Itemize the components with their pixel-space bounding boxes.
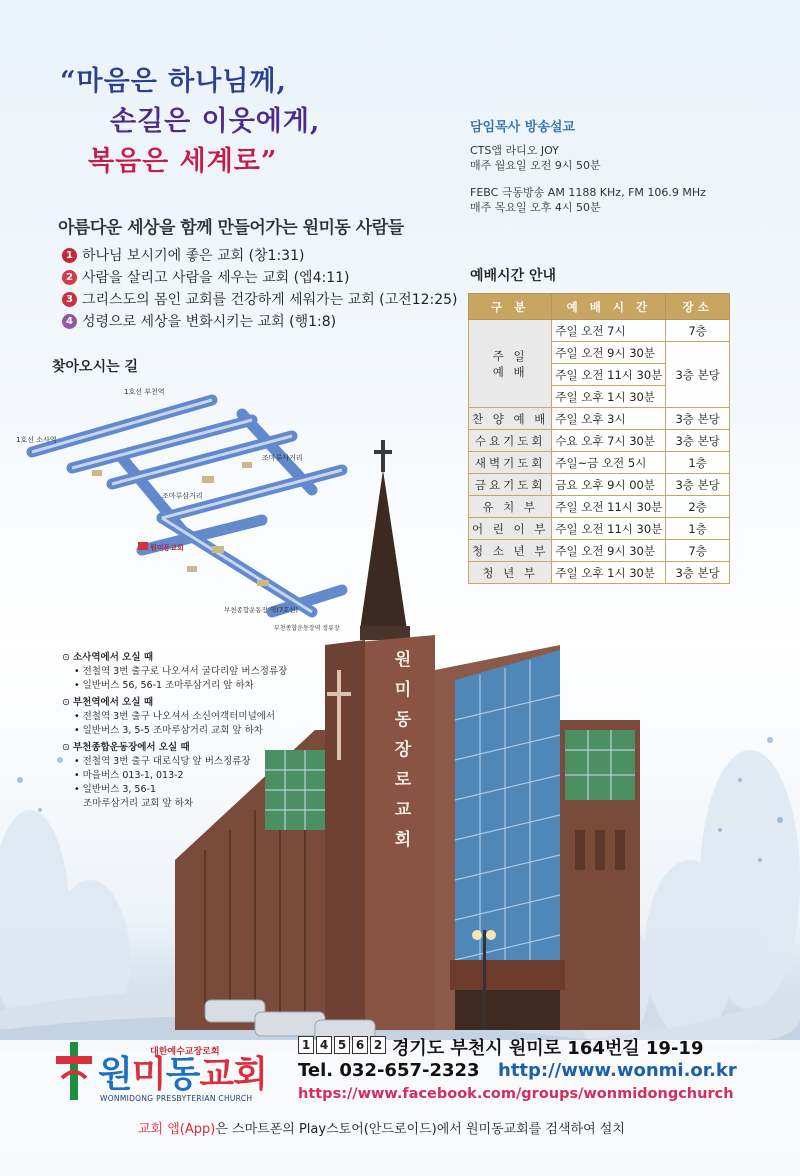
postal-digit: 5 [334,1036,350,1054]
febc-line-2: 매주 목요일 오후 4시 50분 [470,201,601,214]
app-notice [138,1118,625,1137]
church-building-illustration [165,430,685,1050]
sign-char: 미 [394,680,412,700]
time-cell: 주일 오전 11시 30분 [552,496,666,518]
division-cell: 금요기도회 [469,474,552,496]
slogan [60,62,420,182]
division-cell: 청 년 부 [469,562,552,584]
logo-wordmark [98,1046,267,1097]
website-link[interactable]: http://www.wonmi.or.kr [498,1060,737,1081]
sign-char: 회 [394,830,412,850]
direction-item: • 일반버스 3, 5-5 조마루삼거리 교회 앞 하차 [62,724,362,738]
vision-list [62,244,462,332]
table-row [469,320,730,342]
sign-char: 교 [394,800,412,820]
place-cell: 3층 본당 [666,474,730,496]
postal-digit: 6 [352,1036,368,1054]
place-cell: 2층 [666,496,730,518]
column-header: 예 배 시 간 [552,294,666,320]
facebook-link[interactable]: https://www.facebook.com/groups/wonmidongchurch [298,1086,734,1102]
vision-item [62,266,462,288]
map-label: 1호선 소사역 [16,436,57,444]
division-cell [469,320,552,408]
postal-digit: 1 [298,1036,314,1054]
direction-heading: ⊙ 부천종합운동장에서 오실 때 [62,741,362,755]
telephone: Tel. 032-657-2323 [298,1060,480,1081]
febc-line-1: FEBC 극동방송 AM 1188 KHz, FM 106.9 MHz [470,186,706,199]
vision-text: 그리스도의 몸인 교회를 건강하게 세워가는 교회 (고전12:25) [82,292,458,308]
vision-text: 사람을 살리고 사람을 세우는 교회 (엡4:11) [82,270,350,286]
logo-char: 동 [165,1054,200,1095]
division-cell: 수요기도회 [469,430,552,452]
table-row [469,408,730,430]
time-cell: 주일 오후 3시 [552,408,666,430]
sign-char: 동 [394,710,412,730]
place-cell: 7층 [666,320,730,342]
time-cell: 주일 오전 7시 [552,320,666,342]
map-title: 찾아오시는 길 [52,359,139,375]
division-cell: 어 린 이 부 [469,518,552,540]
column-header: 구 분 [469,294,552,320]
logo-denomination: 대한예수교장로회 [150,1047,220,1057]
number-badge: 3 [62,292,77,307]
direction-item: • 전철역 3번 출구로 나오셔서 굴다리앞 버스정류장 [62,665,362,679]
cts-line-1: CTS앱 라디오 JOY [470,144,559,157]
time-cell: 주일 오전 9시 30분 [552,540,666,562]
sign-char: 원 [394,650,412,670]
postal-code [298,1036,386,1054]
cross-icon [56,1042,92,1100]
number-badge: 4 [62,314,77,329]
direction-item: • 전철역 3번 출구 나오셔서 소신여객터미널에서 [62,710,362,724]
division-cell: 청 소 년 부 [469,540,552,562]
logo-char: 원 [98,1054,132,1095]
cts-line-2: 매주 월요일 오전 9시 50분 [470,159,601,172]
subheading: 아름다운 세상을 함께 만들어가는 원미동 사람들 [58,218,404,238]
logo-char: 교회 [199,1054,267,1095]
time-cell: 주일 오전 11시 30분 [552,364,666,386]
broadcast-title: 담임목사 방송설교 [470,120,575,135]
worship-title: 예배시간 안내 [470,268,557,284]
time-cell: 주일~금 오전 5시 [552,452,666,474]
address: 경기도 부천시 원미로 164번길 19-19 [392,1038,704,1059]
vision-text: 하나님 보시기에 좋은 교회 (창1:31) [82,248,305,264]
time-cell: 주일 오전 9시 30분 [552,342,666,364]
app-notice-text: 은 스마트폰의 Play스토어(안드로이드)에서 원미동교회를 검색하여 설치 [215,1122,625,1137]
vision-text: 성령으로 세상을 변화시키는 교회 (행1:8) [82,314,337,330]
time-cell: 금요 오후 9시 00분 [552,474,666,496]
direction-item-continued: 조마루삼거리 교회 앞 하차 [83,798,194,809]
time-cell: 수요 오후 7시 30분 [552,430,666,452]
place-cell: 3층 본당 [666,342,730,408]
place-cell: 3층 본당 [666,430,730,452]
logo-char: 미 [131,1054,166,1095]
sunday-label-1: 주 일 [492,348,528,363]
direction-heading: ⊙ 부천역에서 오실 때 [62,696,362,710]
logo-english: WONMIDONG PRESBYTERIAN CHURCH [100,1094,253,1103]
postal-digit: 4 [316,1036,332,1054]
column-header: 장소 [666,294,730,320]
map-label: 조마루사거리 [262,454,303,462]
app-highlight: 교회 앱(App) [138,1122,216,1137]
sign-char: 장 [394,740,412,760]
slogan-line-1: “마음은 하나님께, [60,66,287,97]
church-marker-icon [138,542,148,550]
place-cell: 1층 [666,518,730,540]
map-label: 부천종합운동장 역(7호선) [224,606,299,614]
slogan-line-2: 손길은 이웃에게, [110,106,321,137]
division-cell: 찬 양 예 배 [469,408,552,430]
map-label: 부천종합운동장역 정류장 [274,625,340,632]
division-cell: 새벽기도회 [469,452,552,474]
map-label: 조마루삼거리 [162,492,203,500]
direction-item: • 전철역 3번 출구 대로식당 앞 버스정류장 [62,755,362,769]
direction-item: • 마을버스 013-1, 013-2 [62,769,362,783]
vision-item [62,244,462,266]
direction-item: • 일반버스 3, 56-1 [62,783,362,797]
map-label: 1호선 부천역 [124,388,165,396]
broadcast-info [470,120,770,215]
table-header-row [469,294,730,320]
vision-item [62,288,462,310]
sunday-label-2: 예 배 [492,364,528,379]
time-cell: 주일 오후 1시 30분 [552,386,666,408]
time-cell: 주일 오후 1시 30분 [552,562,666,584]
number-badge: 1 [62,248,77,263]
vision-item [62,310,462,332]
number-badge: 2 [62,270,77,285]
slogan-line-3: 복음은 세계로” [88,146,278,177]
place-cell: 3층 본당 [666,562,730,584]
sign-char: 로 [394,770,412,790]
direction-heading: ⊙ 소사역에서 오실 때 [62,651,362,665]
place-cell: 7층 [666,540,730,562]
division-cell: 유 치 부 [469,496,552,518]
place-cell: 1층 [666,452,730,474]
place-cell: 3층 본당 [666,408,730,430]
map-label: 원미동교회 [150,544,184,552]
postal-digit: 2 [370,1036,386,1054]
direction-item: • 일반버스 56, 56-1 조마루삼거리 앞 하차 [62,679,362,693]
time-cell: 주일 오전 11시 30분 [552,518,666,540]
